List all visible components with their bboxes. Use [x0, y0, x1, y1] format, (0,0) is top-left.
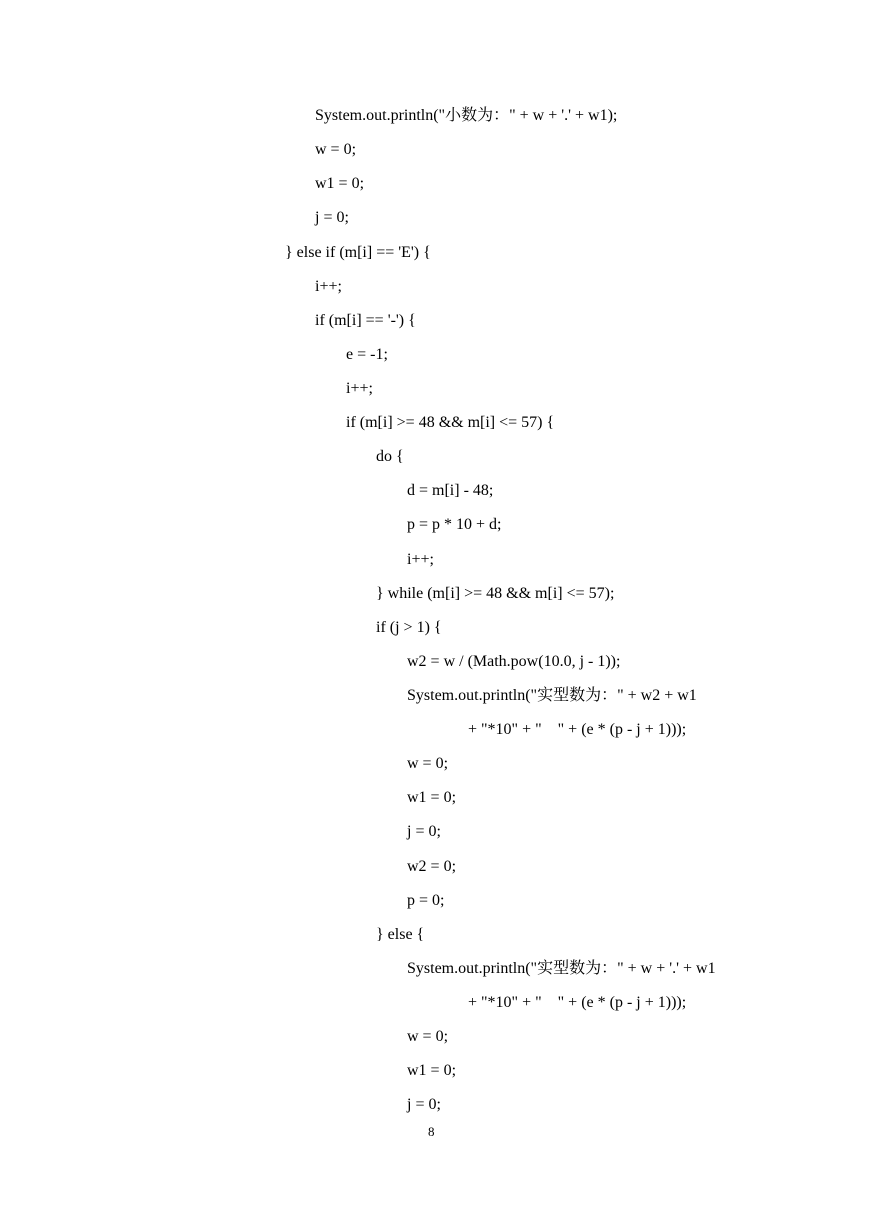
- code-line: if (j > 1) {: [376, 619, 442, 636]
- code-line: + "*10" + " " + (e * (p - j + 1)));: [468, 994, 687, 1011]
- code-line: if (m[i] >= 48 && m[i] <= 57) {: [346, 414, 555, 431]
- code-line: j = 0;: [407, 823, 441, 840]
- code-line: if (m[i] == '-') {: [315, 312, 416, 329]
- code-line: w1 = 0;: [315, 175, 365, 192]
- code-line: p = p * 10 + d;: [407, 516, 502, 533]
- code-line: w = 0;: [407, 755, 449, 772]
- code-line: i++;: [315, 278, 342, 295]
- code-line: } else if (m[i] == 'E') {: [285, 244, 431, 261]
- code-line: i++;: [346, 380, 373, 397]
- code-line: w = 0;: [315, 141, 357, 158]
- code-line: j = 0;: [407, 1096, 441, 1113]
- code-line: w2 = 0;: [407, 858, 457, 875]
- code-line: w2 = w / (Math.pow(10.0, j - 1));: [407, 653, 621, 670]
- code-line: p = 0;: [407, 892, 445, 909]
- code-line: + "*10" + " " + (e * (p - j + 1)));: [468, 721, 687, 738]
- code-line: System.out.println("小数为：" + w + '.' + w1);: [315, 107, 618, 124]
- code-line: d = m[i] - 48;: [407, 482, 494, 499]
- code-line: e = -1;: [346, 346, 388, 363]
- code-line: } while (m[i] >= 48 && m[i] <= 57);: [376, 585, 615, 602]
- code-line: } else {: [376, 926, 425, 943]
- code-line: i++;: [407, 551, 434, 568]
- code-line: j = 0;: [315, 209, 349, 226]
- code-line: System.out.println("实型数为：" + w2 + w1: [407, 687, 697, 704]
- page-number: 8: [428, 1124, 435, 1139]
- code-line: do {: [376, 448, 404, 465]
- code-line: w1 = 0;: [407, 789, 457, 806]
- code-line: w = 0;: [407, 1028, 449, 1045]
- code-line: System.out.println("实型数为：" + w + '.' + w1: [407, 960, 716, 977]
- code-line: w1 = 0;: [407, 1062, 457, 1079]
